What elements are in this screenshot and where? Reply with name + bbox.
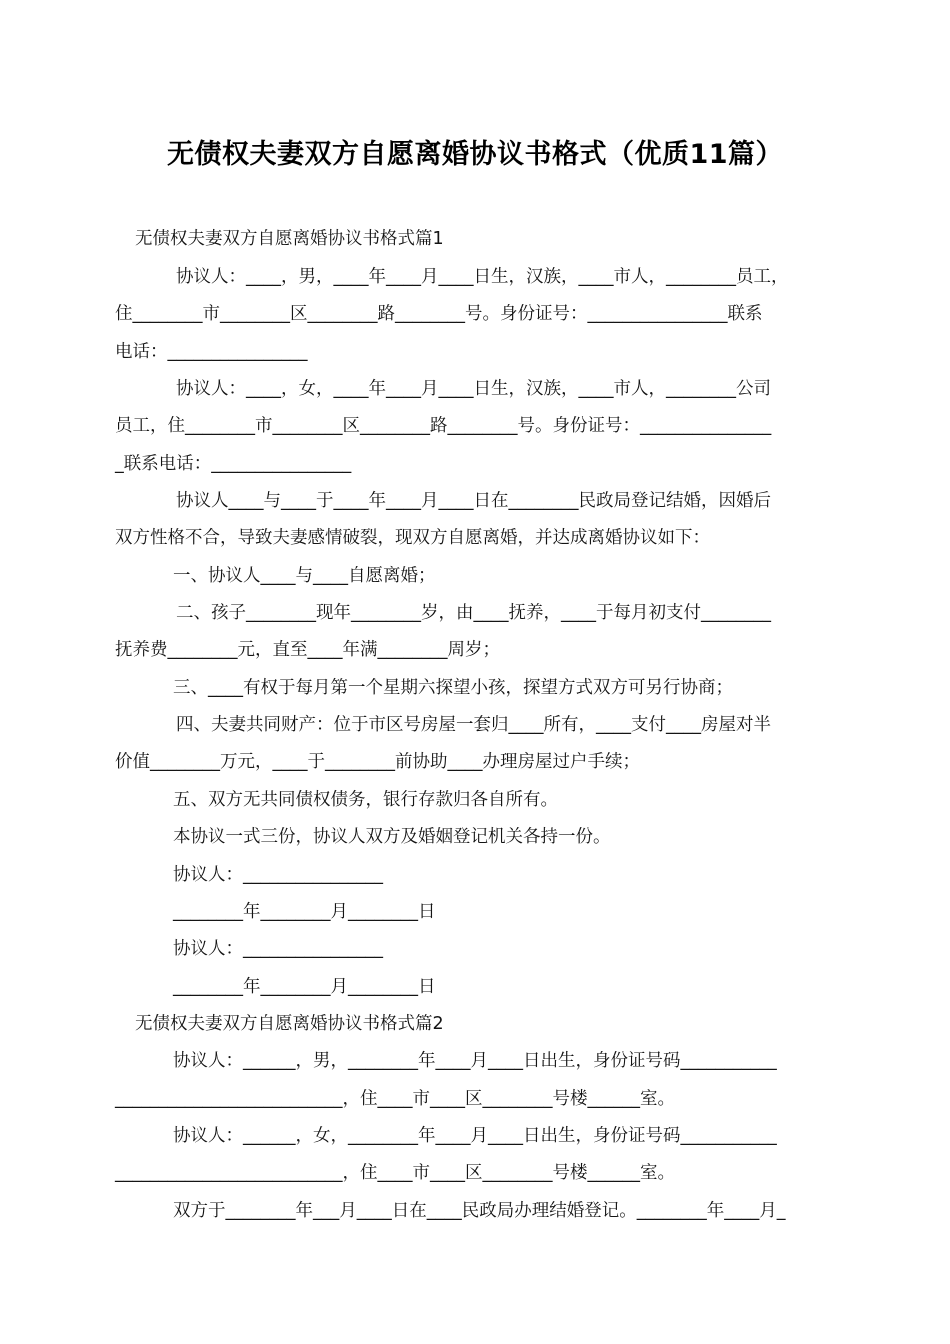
paragraph-line: 员工，住________市________区________路________号。身份证号：_______________ (115, 416, 772, 436)
paragraph-line: 协议人：____，男，____年____月____日生，汉族，____市人，________员工， (176, 267, 789, 287)
section-heading-1: 无债权夫妻双方自愿离婚协议书格式篇1 (135, 229, 444, 249)
paragraph-line: 协议人：____，女，____年____月____日生，汉族，____市人，________公司 (176, 379, 771, 399)
clause-line: 三、____有权于每月第一个星期六探望小孩，探望方式双方可另行协商； (173, 678, 733, 698)
paragraph-line: 双方性格不合，导致夫妻感情破裂，现双方自愿离婚，并达成离婚协议如下： (115, 528, 710, 548)
section-heading-2: 无债权夫妻双方自愿离婚协议书格式篇2 (135, 1014, 444, 1034)
clause-line: 四、夫妻共同财产：位于市区号房屋一套归____所有，____支付____房屋对半 (176, 715, 771, 735)
clause-line: 二、孩子________现年________岁，由____抚养，____于每月初支付________ (176, 603, 771, 623)
signature-line: 协议人：________________ (173, 865, 383, 885)
paragraph-line: 协议人____与____于____年____月____日在________民政局登记结婚，因婚后 (176, 491, 771, 511)
clause-line: 抚养费________元，直至____年满________周岁； (115, 640, 500, 660)
clause-line: 价值________万元，____于________前协助____办理房屋过户手续； (115, 752, 640, 772)
paragraph-line: 住________市________区________路________号。身份证号：________________联系 (115, 304, 763, 324)
document-title: 无债权夫妻双方自愿离婚协议书格式（优质11篇） (166, 139, 784, 170)
paragraph-line: __________________________，住____市____区________号楼______室。 (115, 1089, 675, 1109)
paragraph-line: 协议人：______，男，________年____月____日出生，身份证号码___________ (173, 1051, 777, 1071)
clause-line: 五、双方无共同债权债务，银行存款归各自所有。 (173, 790, 558, 810)
signature-line: 协议人：________________ (173, 939, 383, 959)
paragraph-line: _联系电话：________________ (115, 454, 352, 474)
paragraph-line: 双方于________年___月____日在____民政局办理结婚登记。________年____月_ (173, 1201, 786, 1221)
clause-line: 一、协议人____与____自愿离婚； (173, 566, 436, 586)
paragraph-line: 协议人：______，女，________年____月____日出生，身份证号码___________ (173, 1126, 777, 1146)
paragraph-line: 本协议一式三份，协议人双方及婚姻登记机关各持一份。 (173, 827, 611, 847)
paragraph-line: __________________________，住____市____区________号楼______室。 (115, 1163, 675, 1183)
paragraph-line: 电话：________________ (115, 342, 308, 362)
date-line: ________年________月________日 (173, 977, 436, 997)
date-line: ________年________月________日 (173, 902, 436, 922)
